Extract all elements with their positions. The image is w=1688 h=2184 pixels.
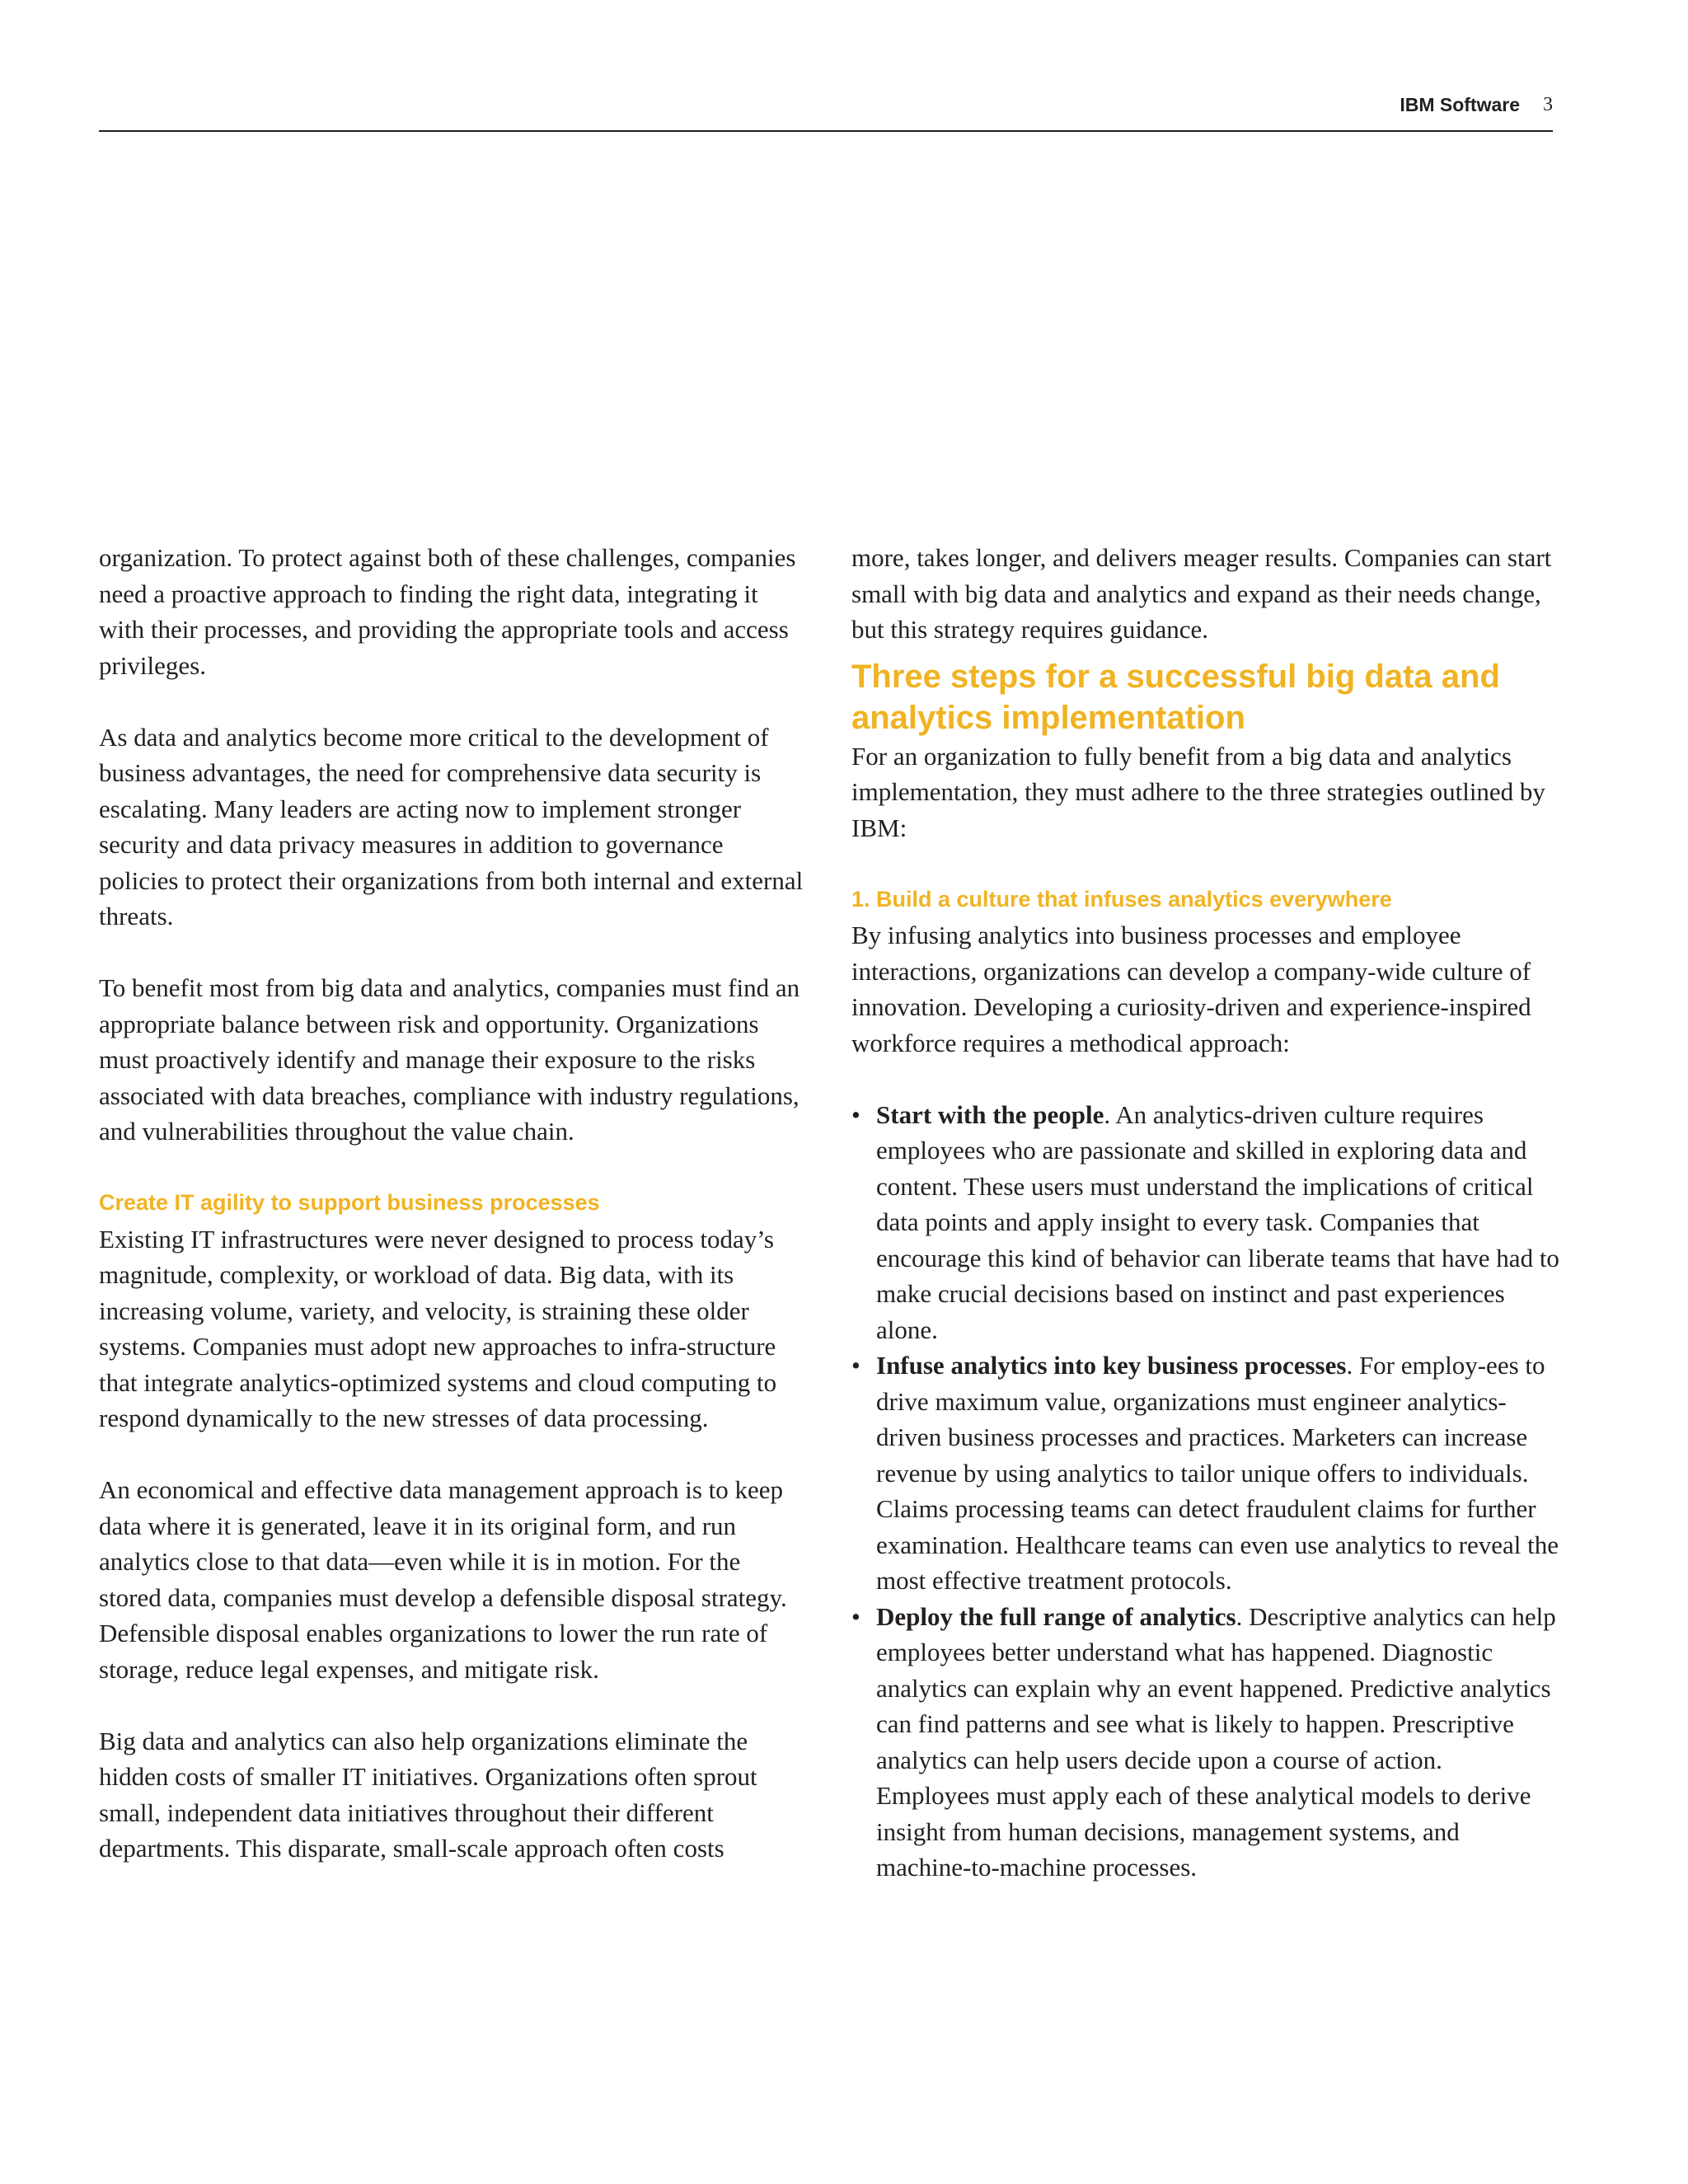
header-brand: IBM Software [1400, 94, 1520, 115]
bullet-lead: Infuse analytics into key business processes [876, 1351, 1347, 1380]
bullet-lead: Start with the people [876, 1099, 1104, 1129]
page-number: 3 [1543, 94, 1553, 115]
subheading-build-culture: 1. Build a culture that infuses analytics everywhere [851, 886, 1392, 912]
bullet-text: . Descriptive analytics can help employees better understand what has happened. Diagnostic analytics can explain why an event happened. Predictive analytics can find patterns and see what is likely to happen. Prescriptive analytics can help users decide upon a course of action. Employees must apply each of these analytical models to derive insight from human decisions, management systems, and machine-to-machine processes. [876, 1601, 1556, 1882]
left-column [99, 540, 808, 1867]
list-item [851, 1097, 1560, 1348]
page-header [99, 92, 1553, 132]
bullet-text: . An analytics-driven culture requires employees who are passionate and skilled in exploring data and content. These users must understand the implications of critical data points and apply insight to every task. Companies that encourage this kind of behavior can liberate teams that have had to make crucial decisions based on instinct and past experiences alone. [876, 1099, 1559, 1344]
paragraph: organization. To protect against both of these challenges, companies need a proactive approach to finding the right data, integrating it with their processes, and providing the appropriate tools and access privileges. [99, 543, 796, 680]
bullet-list [851, 1097, 1560, 1886]
paragraph: more, takes longer, and delivers meager results. Companies can start small with big data and analytics and expand as their needs change, but this strategy requires guidance. [851, 543, 1552, 644]
paragraph: Existing IT infrastructures were never designed to process today’s magnitude, complexity, or workload of data. Big data, with its increasing volume, variety, and velocity, is straining these older systems. Companies must adopt new approaches to infra-structure that integrate analytics-optimized systems and cloud computing to respond dynamically to the new stresses of data processing. [99, 1224, 777, 1432]
right-column [851, 540, 1560, 1886]
list-item [851, 1347, 1560, 1599]
list-item [851, 1599, 1560, 1886]
paragraph: Big data and analytics can also help organizations eliminate the hidden costs of smaller IT initiatives. Organizations often sprout small, independent data initiatives throughout their different departments. This disparate, small-scale approach often costs [99, 1726, 757, 1863]
bullet-text: . For employ-ees to drive maximum value, organizations must engineer analytics-driven business processes and practices. Marketers can increase revenue by using analytics to tailor unique offers to individuals. Claims processing teams can detect fraudulent claims for further examination. Healthcare teams can even use analytics to reveal the most effective treatment protocols. [876, 1351, 1559, 1595]
paragraph: As data and analytics become more critical to the development of business advantages, the need for comprehensive data security is escalating. Many leaders are acting now to implement stronger security and data privacy measures in addition to governance policies to protect their organizations from both internal and external threats. [99, 722, 804, 930]
bullet-lead: Deploy the full range of analytics [876, 1601, 1236, 1631]
paragraph: An economical and effective data management approach is to keep data where it is generated, leave it in its original form, and run analytics close to that data—even while it is in motion. For the stored data, companies must develop a defensible disposal strategy. Defensible disposal enables organizations to lower the run rate of storage, reduce legal expenses, and mitigate risk. [99, 1475, 787, 1684]
section-title: Three steps for a successful big data and analytics implementation [851, 658, 1500, 736]
paragraph: By infusing analytics into business processes and employee interactions, organizations can develop a company-wide culture of innovation. Developing a curiosity-driven and experience-inspired workforce requires a methodical approach: [851, 921, 1531, 1057]
paragraph: To benefit most from big data and analytics, companies must find an appropriate balance between risk and opportunity. Organizations must proactively identify and manage their exposure to the risks associated with data breaches, compliance with industry regulations, and vulnerabilities throughout the value chain. [99, 973, 800, 1146]
subheading-it-agility: Create IT agility to support business processes [99, 1190, 600, 1215]
paragraph: For an organization to fully benefit from a big data and analytics implementation, they must adhere to the three strategies outlined by IBM: [851, 741, 1545, 842]
